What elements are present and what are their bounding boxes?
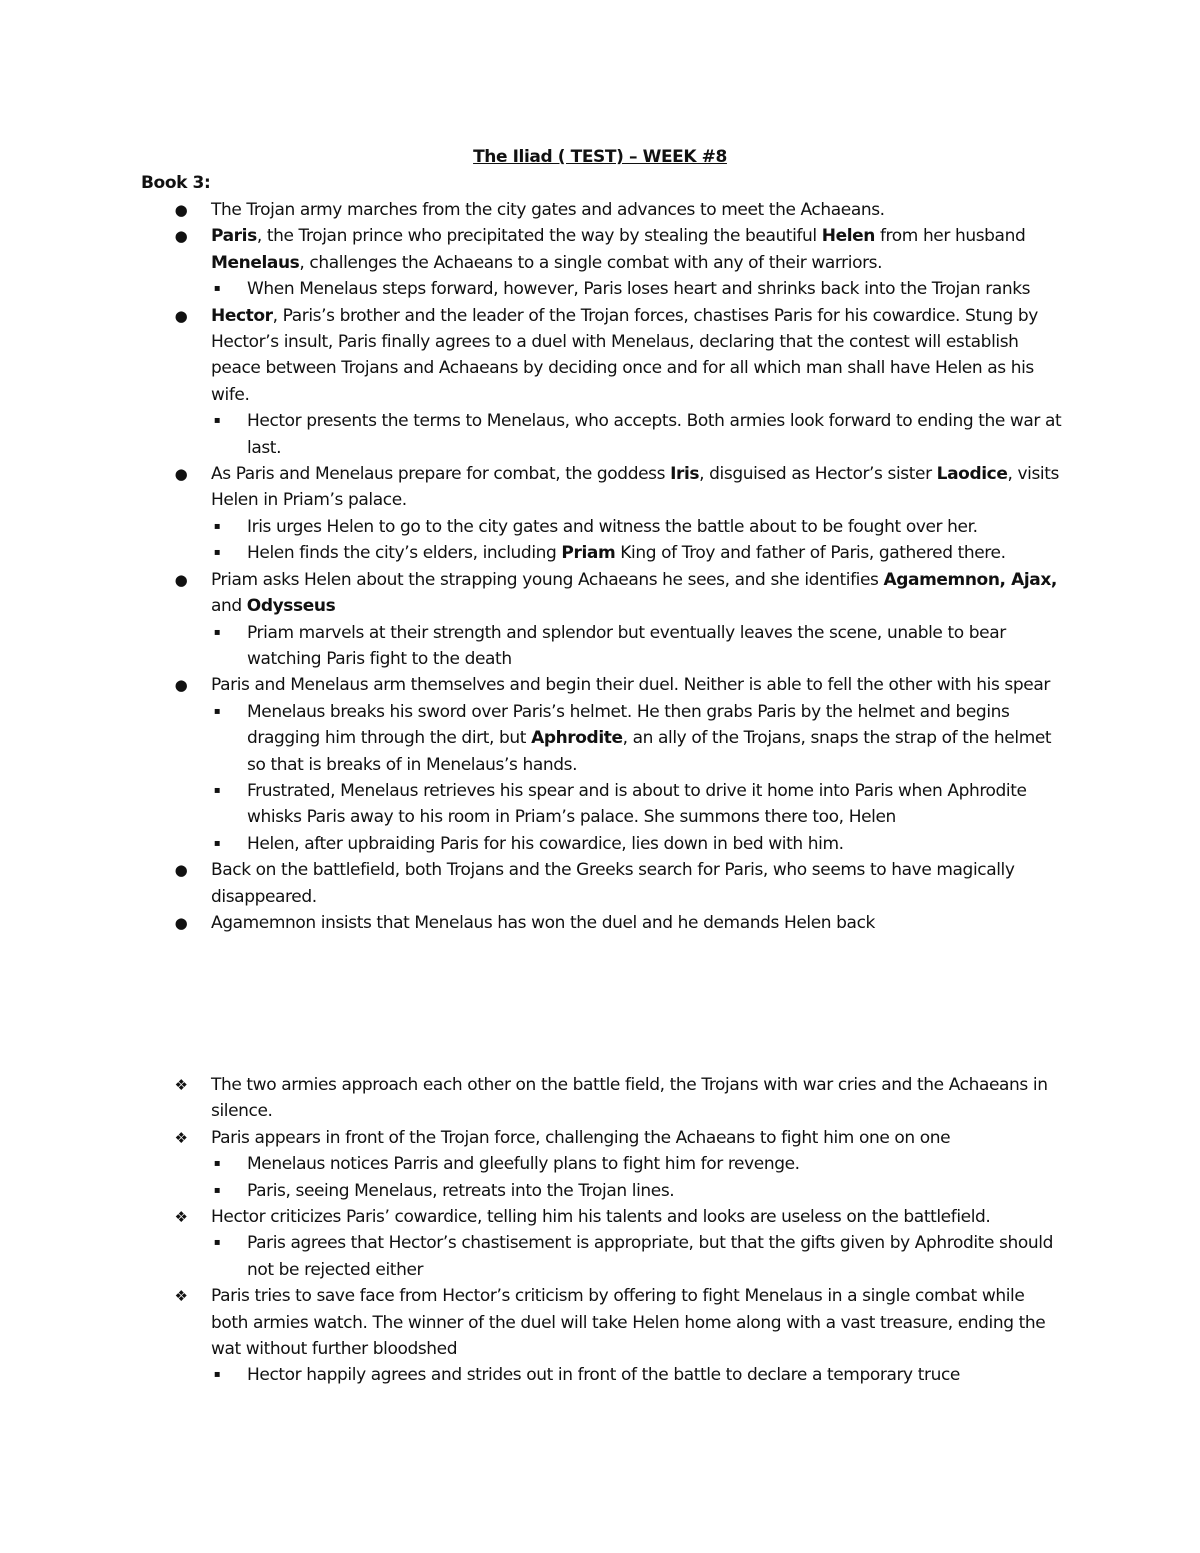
bold-name: Odysseus xyxy=(246,596,336,617)
sub-list-item xyxy=(0,1362,1200,1388)
text-run: Helen, after upbraiding Paris for his cowardice, lies down in bed with him. xyxy=(247,833,844,854)
sub-list-item-text xyxy=(247,543,1006,563)
list-item-text xyxy=(211,1128,950,1148)
sub-list-item-text xyxy=(247,1365,960,1385)
text-run: Helen finds the city’s elders, including xyxy=(247,543,562,564)
text-run: Frustrated, Menelaus retrieves his spear and is about to drive it home into Paris when Aphrodite whisks Paris away to his room in Priam’s palace. She summons there too, Helen xyxy=(247,780,1027,828)
list-item xyxy=(0,567,1200,620)
list-item xyxy=(0,1125,1200,1151)
text-run: The two armies approach each other on the battle field, the Trojans with war cries and the Achaeans in silence. xyxy=(211,1075,1048,1122)
sub-list-item xyxy=(0,514,1200,540)
list-item-text xyxy=(211,570,1057,616)
sub-list-item xyxy=(0,1230,1200,1283)
list-item-text xyxy=(211,1286,1045,1359)
text-run: Menelaus breaks his sword over Paris’s helmet. He then grabs Paris by the helmet and begins dragging him through the dirt, but xyxy=(247,701,1010,749)
square-bullet-icon: ▪ xyxy=(213,1369,221,1381)
sub-list xyxy=(0,699,1200,857)
text-run: Agamemnon insists that Menelaus has won the duel and he demands Helen back xyxy=(211,912,875,933)
bullet-dot-icon: ● xyxy=(174,306,188,325)
diamond-bullet-icon: ❖ xyxy=(174,1208,188,1227)
sub-list-item xyxy=(0,1178,1200,1204)
list-item xyxy=(0,197,1200,223)
list-item xyxy=(0,303,1200,409)
list-item-text xyxy=(211,226,1025,272)
sub-list-item xyxy=(0,540,1200,566)
diamond-bullet-icon: ❖ xyxy=(174,1128,188,1147)
list-item xyxy=(0,1283,1200,1362)
text-run: Hector presents the terms to Menelaus, who accepts. Both armies look forward to ending the war at last. xyxy=(247,411,1062,458)
square-bullet-icon: ▪ xyxy=(213,1184,221,1196)
text-run: , challenges the Achaeans to a single combat with any of their warriors. xyxy=(299,252,883,273)
sub-list xyxy=(0,514,1200,567)
text-run: , disguised as Hector’s sister xyxy=(699,464,937,485)
text-run: Paris tries to save face from Hector’s criticism by offering to fight Menelaus in a single combat while both armies watch. The winner of the duel will take Helen home along with a vast treasure, ending the wat without further bloodshed xyxy=(211,1286,1046,1360)
sub-list-item xyxy=(0,831,1200,857)
bold-name: Helen xyxy=(821,226,875,247)
sub-list-item xyxy=(0,620,1200,673)
sub-list-item-text xyxy=(247,279,1030,299)
list-item xyxy=(0,857,1200,910)
text-run: Priam asks Helen about the strapping young Achaeans he sees, and she identifies xyxy=(211,569,884,590)
bullet-dot-icon: ● xyxy=(174,570,188,589)
bullet-dot-icon: ● xyxy=(174,676,188,695)
book-3-notes-list xyxy=(0,1072,1200,1389)
list-item-text xyxy=(211,200,885,220)
sub-list-item-text xyxy=(247,834,844,854)
list-item-text xyxy=(211,464,1059,510)
text-run: Hector happily agrees and strides out in front of the battle to declare a temporary truce xyxy=(247,1365,960,1386)
list-item xyxy=(0,672,1200,698)
list-item xyxy=(0,1204,1200,1230)
text-run: , Paris’s brother and the leader of the Trojan forces, chastises Paris for his cowardice. Stung by Hector’s insult, Paris finally agrees to a duel with Menelaus, declaring that the contest will establish peace between Trojans and Achaeans by deciding once and for all which man shall have Helen as his wife. xyxy=(211,305,1038,405)
square-bullet-icon: ▪ xyxy=(213,626,221,638)
sub-list xyxy=(0,620,1200,673)
bold-name: Paris xyxy=(211,226,257,247)
list-item xyxy=(0,910,1200,936)
text-run: and xyxy=(211,596,247,617)
square-bullet-icon: ▪ xyxy=(213,705,221,717)
sub-list-item-text xyxy=(247,1233,1053,1279)
square-bullet-icon: ▪ xyxy=(213,520,221,532)
diamond-bullet-icon: ❖ xyxy=(174,1287,188,1306)
document-title: The Iliad ( TEST) – WEEK #8 xyxy=(473,147,727,167)
list-item xyxy=(0,223,1200,276)
square-bullet-icon: ▪ xyxy=(213,784,221,796)
sub-list-item-text xyxy=(247,781,1027,827)
list-item-text xyxy=(211,860,1015,906)
square-bullet-icon: ▪ xyxy=(213,547,221,559)
list-item xyxy=(0,461,1200,514)
sub-list-item xyxy=(0,276,1200,302)
list-item-text xyxy=(211,913,875,933)
sub-list-item-text xyxy=(247,1181,674,1201)
book-label: Book 3: xyxy=(141,173,211,193)
text-run: Iris urges Helen to go to the city gates and witness the battle about to be fought over her. xyxy=(247,516,978,537)
sub-list xyxy=(0,276,1200,302)
sub-list-item xyxy=(0,778,1200,831)
square-bullet-icon: ▪ xyxy=(213,1237,221,1249)
text-run: Hector criticizes Paris’ cowardice, telling him his talents and looks are useless on the battlefield. xyxy=(211,1207,991,1228)
text-run: Priam marvels at their strength and splendor but eventually leaves the scene, unable to bear watching Paris fight to the death xyxy=(247,622,1006,669)
text-run: , the Trojan prince who precipitated the way by stealing the beautiful xyxy=(256,226,822,247)
text-run: When Menelaus steps forward, however, Paris loses heart and shrinks back into the Trojan ranks xyxy=(247,279,1031,300)
sub-list-item xyxy=(0,408,1200,461)
bold-name: Laodice xyxy=(936,464,1008,485)
bold-name: Aphrodite xyxy=(531,728,623,749)
bullet-dot-icon: ● xyxy=(174,201,188,219)
book-3-summary-list xyxy=(0,197,1200,936)
sub-list xyxy=(0,408,1200,461)
text-run: , visits Helen in Priam’s palace. xyxy=(211,464,1059,511)
sub-list-item-text xyxy=(247,702,1051,775)
text-run: The Trojan army marches from the city gates and advances to meet the Achaeans. xyxy=(211,200,885,220)
text-run: Paris, seeing Menelaus, retreats into the Trojan lines. xyxy=(247,1180,675,1201)
text-run: Paris appears in front of the Trojan force, challenging the Achaeans to fight him one on one xyxy=(211,1127,951,1148)
bold-name: Iris xyxy=(670,464,700,485)
bullet-dot-icon: ● xyxy=(174,861,188,880)
bullet-dot-icon: ● xyxy=(174,913,188,932)
bold-name: Priam xyxy=(561,543,616,564)
list-item-text xyxy=(211,1207,990,1227)
bold-name: Hector xyxy=(211,305,273,326)
sub-list xyxy=(0,1230,1200,1283)
text-run: King of Troy and father of Paris, gathered there. xyxy=(615,543,1006,564)
square-bullet-icon: ▪ xyxy=(213,837,221,849)
sub-list-item xyxy=(0,1151,1200,1177)
sub-list-item-text xyxy=(247,1154,800,1174)
diamond-bullet-icon: ❖ xyxy=(174,1076,188,1094)
text-run: from her husband xyxy=(874,226,1026,247)
square-bullet-icon: ▪ xyxy=(213,1158,221,1170)
sub-list-item-text xyxy=(247,517,978,537)
sub-list-item-text xyxy=(247,623,1006,669)
text-run: Paris agrees that Hector’s chastisement is appropriate, but that the gifts given by Aphrodite should not be rejected either xyxy=(247,1233,1053,1280)
text-run: As Paris and Menelaus prepare for combat, the goddess xyxy=(211,464,671,485)
sub-list-item-text xyxy=(247,411,1061,457)
bullet-dot-icon: ● xyxy=(174,227,188,246)
list-item-text xyxy=(211,1075,1048,1121)
text-run: Back on the battlefield, both Trojans and the Greeks search for Paris, who seems to have magically disappeared. xyxy=(211,860,1015,907)
sub-list xyxy=(0,1151,1200,1204)
square-bullet-icon: ▪ xyxy=(213,283,221,295)
text-run: Menelaus notices Parris and gleefully plans to fight him for revenge. xyxy=(247,1154,800,1175)
list-item xyxy=(0,1072,1200,1125)
text-run: , an ally of the Trojans, snaps the strap of the helmet so that is breaks of in Menelaus’s hands. xyxy=(247,728,1052,775)
list-item-text xyxy=(211,306,1038,405)
sub-list xyxy=(0,1362,1200,1388)
bullet-dot-icon: ● xyxy=(174,465,188,484)
list-item-text xyxy=(211,675,1050,695)
bold-name: Menelaus xyxy=(211,252,300,273)
square-bullet-icon: ▪ xyxy=(213,415,221,427)
bold-name: Agamemnon, Ajax, xyxy=(883,569,1057,590)
sub-list-item xyxy=(0,699,1200,778)
text-run: Paris and Menelaus arm themselves and begin their duel. Neither is able to fell the other with his spear xyxy=(211,675,1050,696)
